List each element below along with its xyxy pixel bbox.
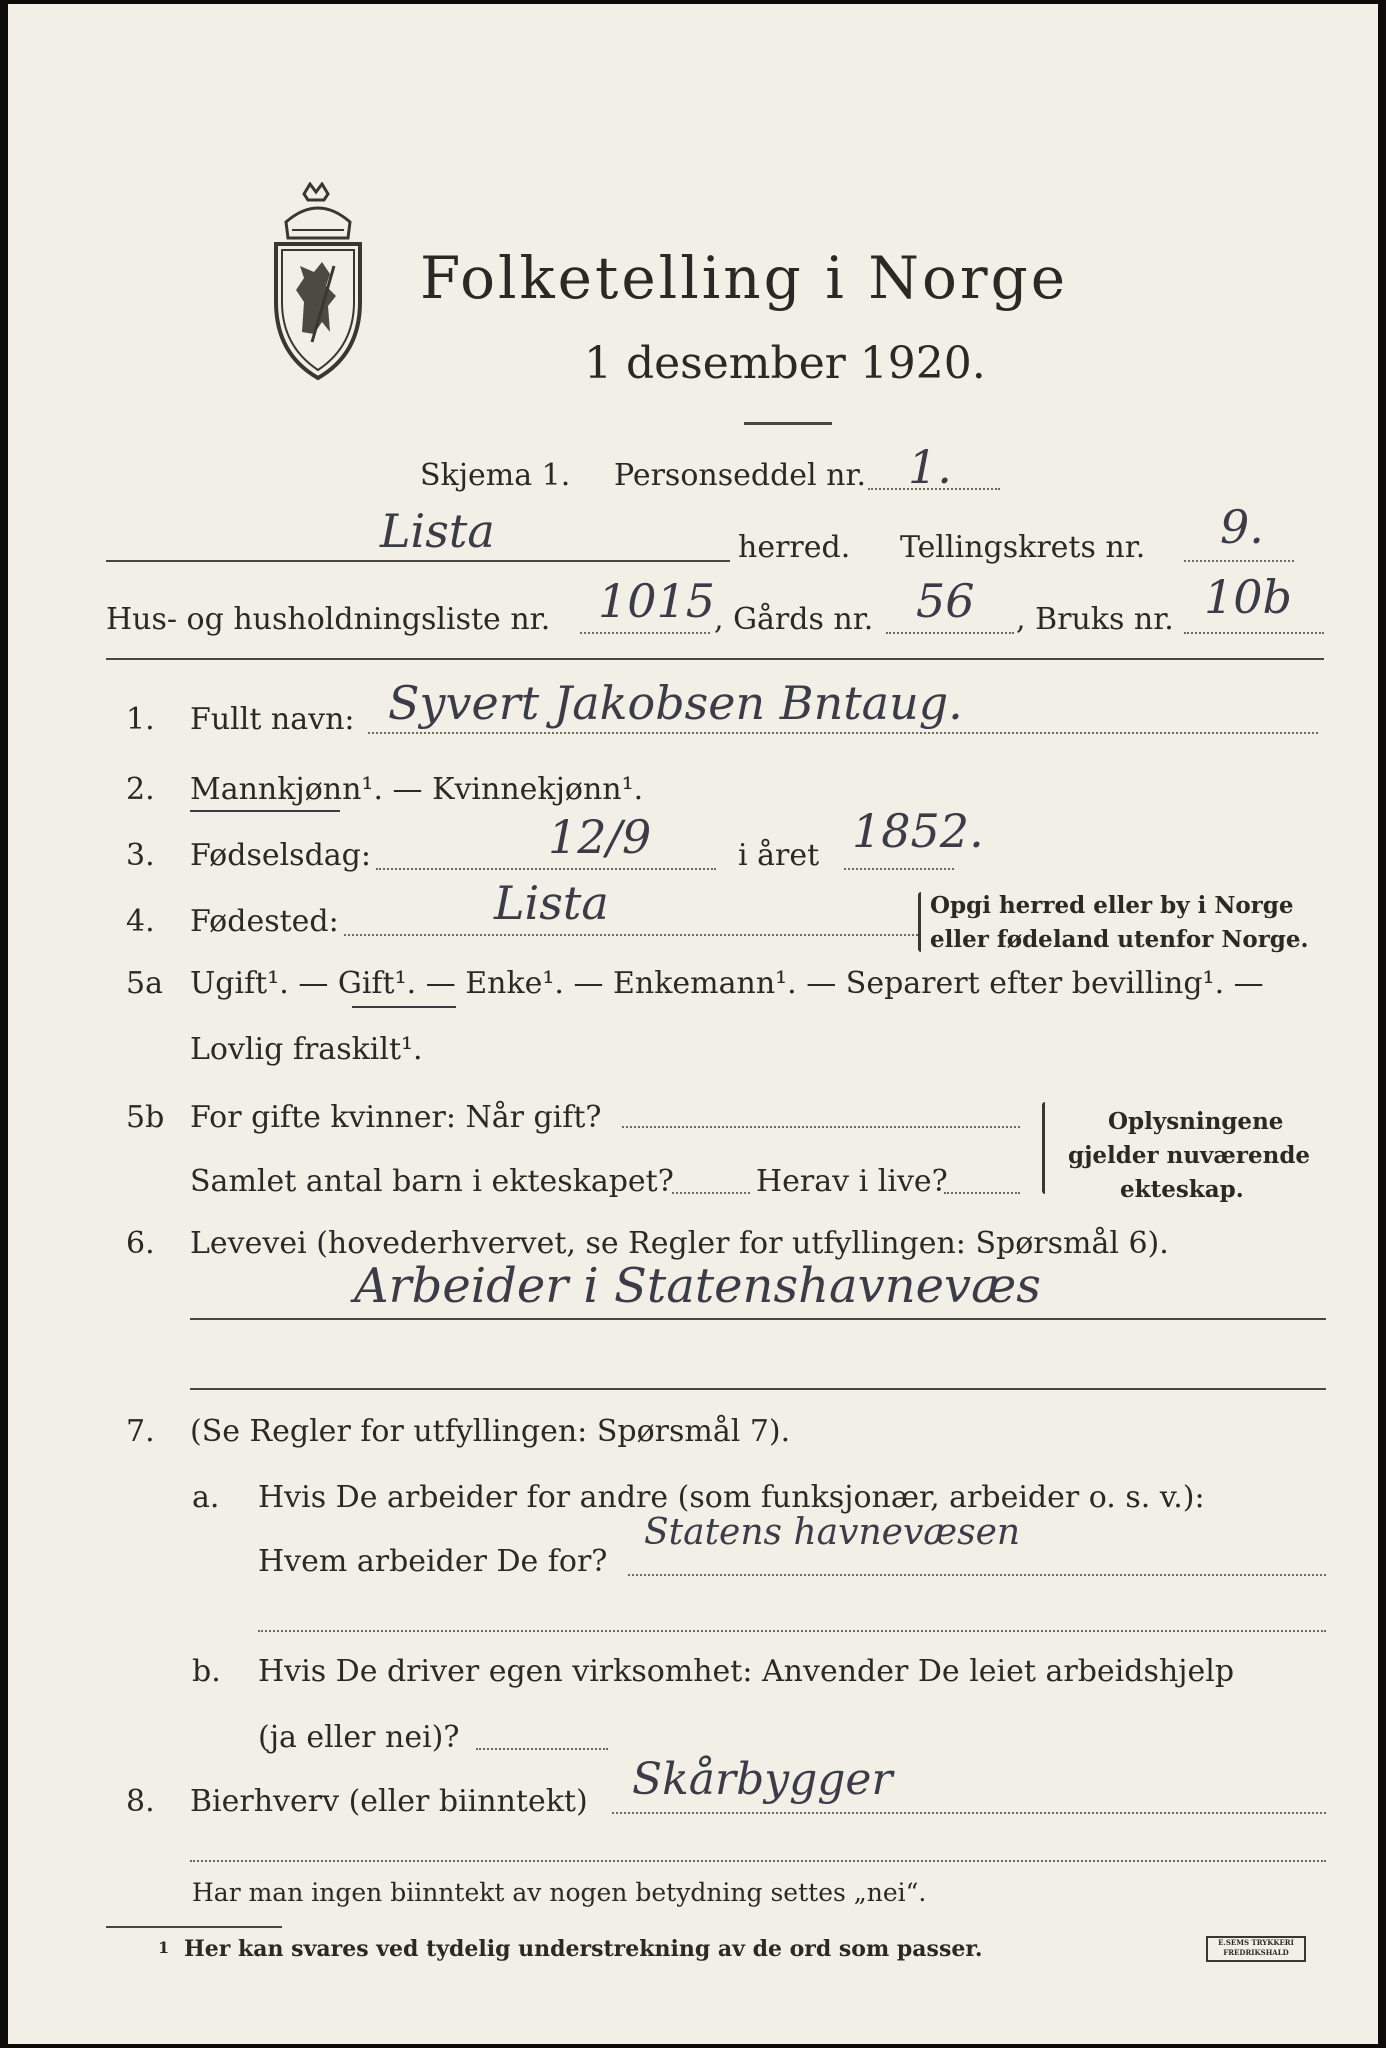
q5b-note-2: gjelder nuværende [1068, 1142, 1311, 1169]
gards-line [886, 632, 1014, 634]
q7a-extra-line [258, 1630, 1326, 1632]
q5b-note-1: Oplysningene [1108, 1108, 1284, 1135]
census-form-page [8, 4, 1378, 2044]
husliste-line [580, 632, 710, 634]
q4-brace [918, 892, 921, 952]
q6-number: 6. [126, 1226, 155, 1261]
q6-line-2 [190, 1388, 1326, 1390]
q3-label: Fødselsdag: [190, 838, 371, 873]
q7a-letter: a. [192, 1480, 220, 1515]
tellingskrets-line [1184, 560, 1294, 562]
birthplace-value: Lista [494, 876, 609, 930]
form-title: Folketelling i Norge [420, 244, 1069, 312]
footnote-mark: 1 [158, 1938, 170, 1957]
q6-label: Levevei (hovederhvervet, se Regler for utfyllingen: Spørsmål 6). [190, 1226, 1169, 1261]
herred-line [106, 560, 730, 562]
q5b-children-line [672, 1192, 750, 1194]
q5a-number: 5a [126, 966, 163, 1001]
q7-label: (Se Regler for utfyllingen: Spørsmål 7). [190, 1414, 791, 1449]
herred-value: Lista [380, 504, 495, 558]
q7b-line-2: (ja eller nei)? [258, 1720, 460, 1755]
q5b-alive-line [944, 1192, 1020, 1194]
bruks-value: 10b [1204, 570, 1292, 624]
husliste-label: Hus- og husholdningsliste nr. [106, 602, 551, 637]
birthday-value: 12/9 [548, 810, 652, 864]
full-name-value: Syvert Jakobsen Bntaug. [388, 676, 963, 730]
q8-label: Bierhverv (eller biinntekt) [190, 1784, 588, 1819]
section-divider [106, 658, 1324, 660]
bruks-label: , Bruks nr. [1016, 602, 1174, 637]
printer-mark: E.SEMS TRYKKERI FREDRIKSHALD [1206, 1936, 1306, 1962]
form-date: 1 desember 1920. [584, 338, 986, 389]
q5a-line-2: Lovlig fraskilt¹. [190, 1032, 423, 1067]
coat-of-arms-icon [264, 182, 372, 382]
q7-number: 7. [126, 1414, 155, 1449]
q4-label: Fødested: [190, 904, 339, 939]
q7b-line-1: Hvis De driver egen virksomhet: Anvender De leiet arbeidshjelp [258, 1654, 1235, 1689]
q5b-note-3: ekteskap. [1120, 1176, 1244, 1203]
q3-birthday-line [376, 868, 716, 870]
gift-underline [352, 1006, 456, 1008]
q4-number: 4. [126, 904, 155, 939]
q7a-line-1: Hvis De arbeider for andre (som funksjonær, arbeider o. s. v.): [258, 1480, 1205, 1515]
q7b-line [476, 1748, 608, 1750]
employer-value: Statens havnevæsen [644, 1512, 1021, 1553]
q5a-line-1: Ugift¹. — Gift¹. — Enke¹. — Enkemann¹. — Separert efter bevilling¹. — [190, 966, 1264, 1001]
occupation-value: Arbeider i Statenshavnevæs [354, 1258, 1041, 1314]
birth-year-value: 1852. [852, 804, 984, 858]
q2-label: Mannkjønn¹. — Kvinnekjønn¹. [190, 772, 644, 807]
q2-number: 2. [126, 772, 155, 807]
q5b-line-1: For gifte kvinner: Når gift? [190, 1100, 602, 1135]
q4-note-1: Opgi herred eller by i Norge [930, 892, 1294, 919]
q5b-number: 5b [126, 1100, 165, 1135]
title-divider [744, 422, 832, 425]
q5b-children-label: Samlet antal barn i ekteskapet? [190, 1164, 674, 1199]
q1-label: Fullt navn: [190, 702, 355, 737]
q3-year-line [844, 868, 954, 870]
tellingskrets-value: 9. [1220, 500, 1264, 554]
q8-number: 8. [126, 1784, 155, 1819]
footer-note: Har man ingen biinntekt av nogen betydning settes „nei“. [192, 1878, 927, 1907]
q5b-brace [1042, 1102, 1045, 1194]
q1-line [368, 732, 1318, 734]
q7a-line-2: Hvem arbeider De for? [258, 1544, 608, 1579]
herred-label: herred. [738, 530, 851, 565]
personseddel-value: 1. [908, 440, 952, 494]
footnote-text: Her kan svares ved tydelig understrekning av de ord som passer. [184, 1936, 983, 1962]
bruks-line [1184, 632, 1324, 634]
husliste-value: 1015 [598, 574, 716, 628]
skjema-label: Skjema 1. [420, 458, 571, 493]
q7b-letter: b. [192, 1654, 221, 1689]
q5b-when-line [622, 1126, 1020, 1128]
q8-extra-line [190, 1860, 1326, 1862]
q4-line [344, 934, 918, 936]
q5b-alive-label: Herav i live? [756, 1164, 948, 1199]
q3-number: 3. [126, 838, 155, 873]
q4-note-2: eller fødeland utenfor Norge. [930, 926, 1309, 953]
q8-line [612, 1812, 1326, 1814]
mannkjonn-underline [190, 810, 340, 812]
tellingskrets-label: Tellingskrets nr. [900, 530, 1146, 565]
gards-value: 56 [916, 574, 975, 628]
personseddel-label: Personseddel nr. [614, 458, 867, 493]
footnote-divider [106, 1926, 282, 1928]
q6-line-1 [190, 1318, 1326, 1320]
q7a-line [628, 1574, 1326, 1576]
q3-year-label: i året [738, 838, 820, 873]
gards-label: , Gårds nr. [714, 602, 874, 637]
q1-number: 1. [126, 702, 155, 737]
side-income-value: Skårbygger [632, 1754, 893, 1805]
